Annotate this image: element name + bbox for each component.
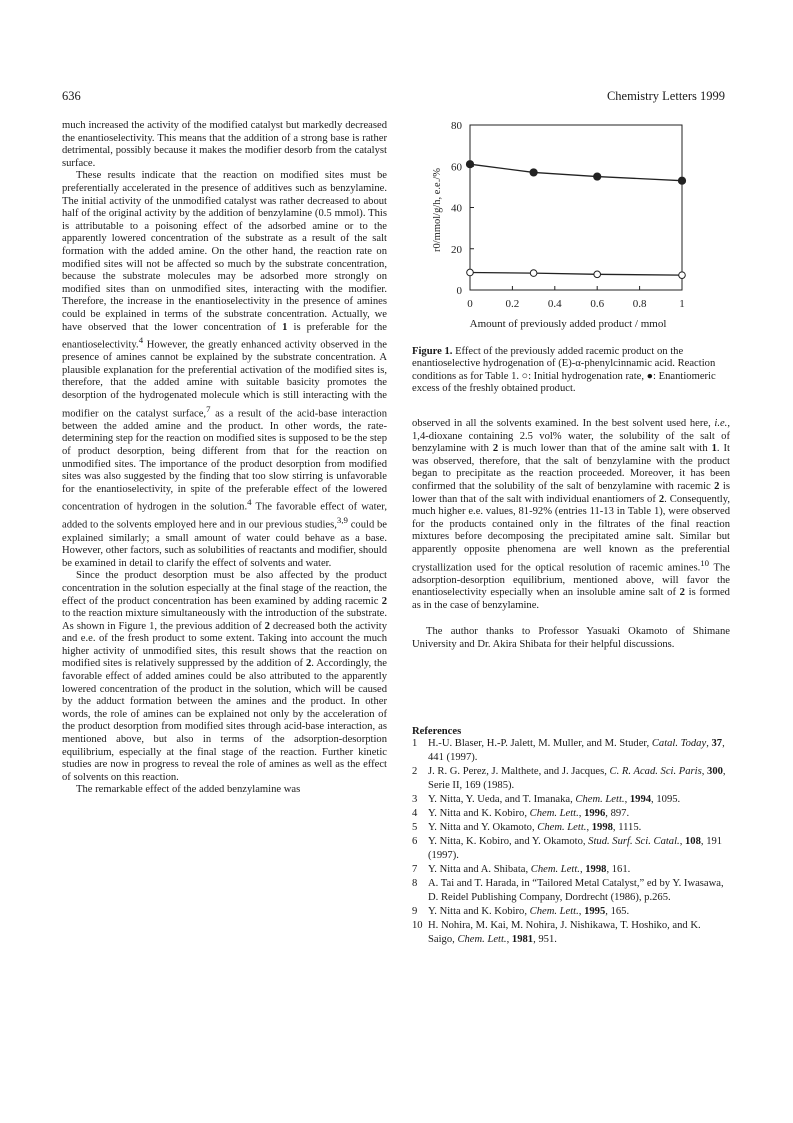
rate-data-point <box>530 270 537 277</box>
reference-item <box>412 821 730 835</box>
reference-text: Y. Nitta and K. Kobiro, Chem. Lett., 1996, 897. <box>428 808 630 819</box>
page-number: 636 <box>62 89 81 103</box>
acknowledgement: The author thanks to Professor Yasuaki Okamoto of Shimane University and Dr. Akira Shibata for their helpful discussions. <box>412 626 730 651</box>
reference-item <box>412 919 730 947</box>
references-section <box>412 726 730 947</box>
reference-text: A. Tai and T. Harada, in “Tailored Metal Catalyst,” ed by Y. Iwasawa, D. Reidel Publishing Company, Dordrecht (1986), p.265. <box>428 878 724 903</box>
reference-number: 1 <box>412 738 418 749</box>
y-tick-label: 20 <box>451 243 462 256</box>
x-tick-label: 0 <box>467 298 473 310</box>
y-tick-label: 60 <box>451 161 462 174</box>
paragraph: The remarkable effect of the added benzylamine was <box>76 784 301 796</box>
reference-text: Y. Nitta, K. Kobiro, and Y. Okamoto, Stud. Surf. Sci. Catal., 108, 191 (1997). <box>428 836 723 861</box>
reference-item <box>412 765 730 793</box>
reference-number: 9 <box>412 906 418 917</box>
ee-data-point <box>594 173 601 180</box>
x-tick-label: 0.4 <box>547 298 562 310</box>
plot-frame <box>470 125 682 290</box>
y-tick-label: 0 <box>456 285 462 297</box>
reference-number: 2 <box>412 766 418 777</box>
reference-text: Y. Nitta and Y. Okamoto, Chem. Lett., 1998, 1115. <box>428 822 642 833</box>
y-tick-label: 40 <box>451 202 462 215</box>
right-column <box>412 418 730 652</box>
reference-text: H. Nohira, M. Kai, M. Nohira, J. Nishikawa, T. Hoshiko, and K. Saigo, Chem. Lett., 1981, 951. <box>428 920 701 945</box>
reference-number: 7 <box>412 864 418 875</box>
left-column <box>62 120 387 797</box>
ee-data-point <box>678 177 685 184</box>
reference-number: 3 <box>412 794 418 805</box>
reference-number: 4 <box>412 808 418 819</box>
reference-list <box>412 737 730 947</box>
reference-item <box>412 793 730 807</box>
reference-number: 5 <box>412 822 418 833</box>
rate-data-point <box>594 271 601 278</box>
y-axis-label: r0/mmol/g/h, e.e./% <box>432 168 443 252</box>
reference-text: H.-U. Blaser, H.-P. Jalett, M. Muller, and M. Studer, Catal. Today, 37, 441 (1997). <box>428 738 725 763</box>
series-line <box>470 164 682 181</box>
reference-text: J. R. G. Perez, J. Malthete, and J. Jacques, C. R. Acad. Sci. Paris, 300, Serie II, 169 (1985). <box>428 766 726 791</box>
reference-number: 10 <box>412 920 423 931</box>
paragraph: much increased the activity of the modified catalyst but markedly decreased the enantioselectivity. This means that the addition of a strong base is rather detrimental, possibly because it makes the modifier desorb from the catalyst surface. <box>62 120 387 169</box>
figure-1-chart <box>408 115 728 350</box>
x-tick-label: 0.6 <box>590 298 605 310</box>
reference-item <box>412 807 730 821</box>
x-tick-label: 1 <box>679 298 685 310</box>
figure-caption <box>412 346 730 396</box>
rate-data-point <box>679 272 686 279</box>
reference-number: 6 <box>412 836 418 847</box>
reference-number: 8 <box>412 878 418 889</box>
paragraph: Since the product desorption must be also affected by the product concentration in the solution especially at the final stage of the reaction, the effect of the product concentration has been examined by adding racemic 2 to the reaction mixture simultaneously with the introduction of the substrate. As shown in Figure 1, the previous addition of 2 decreased both the activity and e.e. of the fresh product to some extent. Taking into account the much higher activity of unmodified sites, this result shows that the reaction on modified sites is relatively suppressed by the addition of 2. Accordingly, the favorable effect of added amines could be also attributed to the apparently lowered concentration of the product in the solution, which will be caused by the adduct formation between the amines and the product. In other words, the role of amines can be explained not only by the acceleration of the product desorption from modified sites through acid-base interaction, as mentioned above, but also in terms of the adsorption-desorption equilibrium, especially at the final stage of the reaction. Further kinetic studies are now in progress to reveal the role of amines as well as the effect of solvents on this reaction. <box>62 570 387 783</box>
ee-data-point <box>530 169 537 176</box>
ee-data-point <box>466 161 473 168</box>
reference-text: Y. Nitta and K. Kobiro, Chem. Lett., 1995, 165. <box>428 906 630 917</box>
reference-text: Y. Nitta and A. Shibata, Chem. Lett., 1998, 161. <box>428 864 631 875</box>
caption-label: Figure 1. <box>412 346 453 357</box>
reference-item <box>412 737 730 765</box>
x-tick-label: 0.8 <box>632 298 647 310</box>
y-tick-label: 80 <box>451 120 462 132</box>
reference-item <box>412 835 730 863</box>
x-axis-label: Amount of previously added product / mmol <box>469 318 667 330</box>
paragraph: These results indicate that the reaction on modified sites must be preferentially accelerated in the presence of additives such as benzylamine. The initial activity of the unmodified catalyst was rather decreased to about half of the original activity by the addition of benzylamine (0.5 mmol). This is attributable to a poisoning effect of the adsorbed amine or to the apparently lowered concentration of the substrate as a result of the salt formation with the added amine. On the other hand, the reaction rate on modified sites will not be affected so much by the substrate concentration, because the substrate molecules may be adsorbed more strongly on modified sites than on unmodified sites, interacting with the modifier. Therefore, the increase in the enantioselectivity in the presence of amines could be explained in terms of the substrate concentration. Actually, we have observed that the lower concentration of 1 is preferable for the enantioselectivity.$^4$ However, the greatly enhanced activity observed in the presence of amines cannot be explained by the substrate concentration. A plausible explanation for the preferential activation of the modified sites is, therefore, that the added amine with suitable basicity promotes the desorption of the hydrogenated molecule which is still interacting with the modifier on the catalyst surface,$^7$ as a result of the acid-base interaction between the added amine and the product. In other words, the rate-determining step for the reaction on modified sites is supposed to be the step of product desorption, being different from that for the reaction on unmodified sites. The importance of the product desorption from modified sites was also suggested by the finding that too slow stirring is unfavorable for the enantioselectivity, in spite of the preferable effect of the lowered concentration of hydrogen in the solution.$^4$ The favorable effect of water, added to the solvents employed here and in our previous studies,$^{3,9}$ could be explained similarly; a small amount of water could behave as a base. However, other factors, such as solubilities of reactants and modifier, should be examined in detail to clarify the effect of solvents and water. <box>62 170 387 569</box>
series-line <box>470 272 682 275</box>
caption-text: Effect of the previously added racemic product on the enantioselective hydrogenation of (E)-α-phenylcinnamic acid. Reaction conditions as for Table 1. ○: Initial hydrogenation rate, ●: Enantiomeric excess of the freshly obtained product. <box>412 346 716 395</box>
reference-item <box>412 863 730 877</box>
reference-item <box>412 877 730 905</box>
reference-text: Y. Nitta, Y. Ueda, and T. Imanaka, Chem. Lett., 1994, 1095. <box>428 794 681 805</box>
paragraph: observed in all the solvents examined. In the best solvent used here, i.e., 1,4-dioxane containing 2.5 vol% water, the solubility of the salt of benzylamine with 2 is much lower than that of the amine salt with 1. It was observed, therefore, that the salt of benzylamine with the product began to precipitate as the reaction proceeded. Moreover, it has been confirmed that the solubility of the salt of benzylamine with racemic 2 is lower than that of the salt with individual enantiomers of 2. Consequently, much higher e.e. values, 81-92% (entries 11-13 in Table 1), were observed for the products contained only in the filtrates of the final reaction mixtures before decomposing the precipitated amine salt. Similar but apparently opposite phenomena are well known as the preferential crystallization used for the optical resolution of racemic amines.$^{10}$ The adsorption-desorption equilibrium, mentioned above, will favor the enantioselectivity especially when an insoluble amine salt of 2 is formed as in the case of benzylamine. <box>412 418 730 611</box>
rate-data-point <box>467 269 474 276</box>
journal-name: Chemistry Letters 1999 <box>606 89 725 103</box>
series-layer <box>466 161 685 279</box>
x-tick-label: 0.2 <box>505 298 520 310</box>
references-title: References <box>412 726 462 737</box>
reference-item <box>412 905 730 919</box>
